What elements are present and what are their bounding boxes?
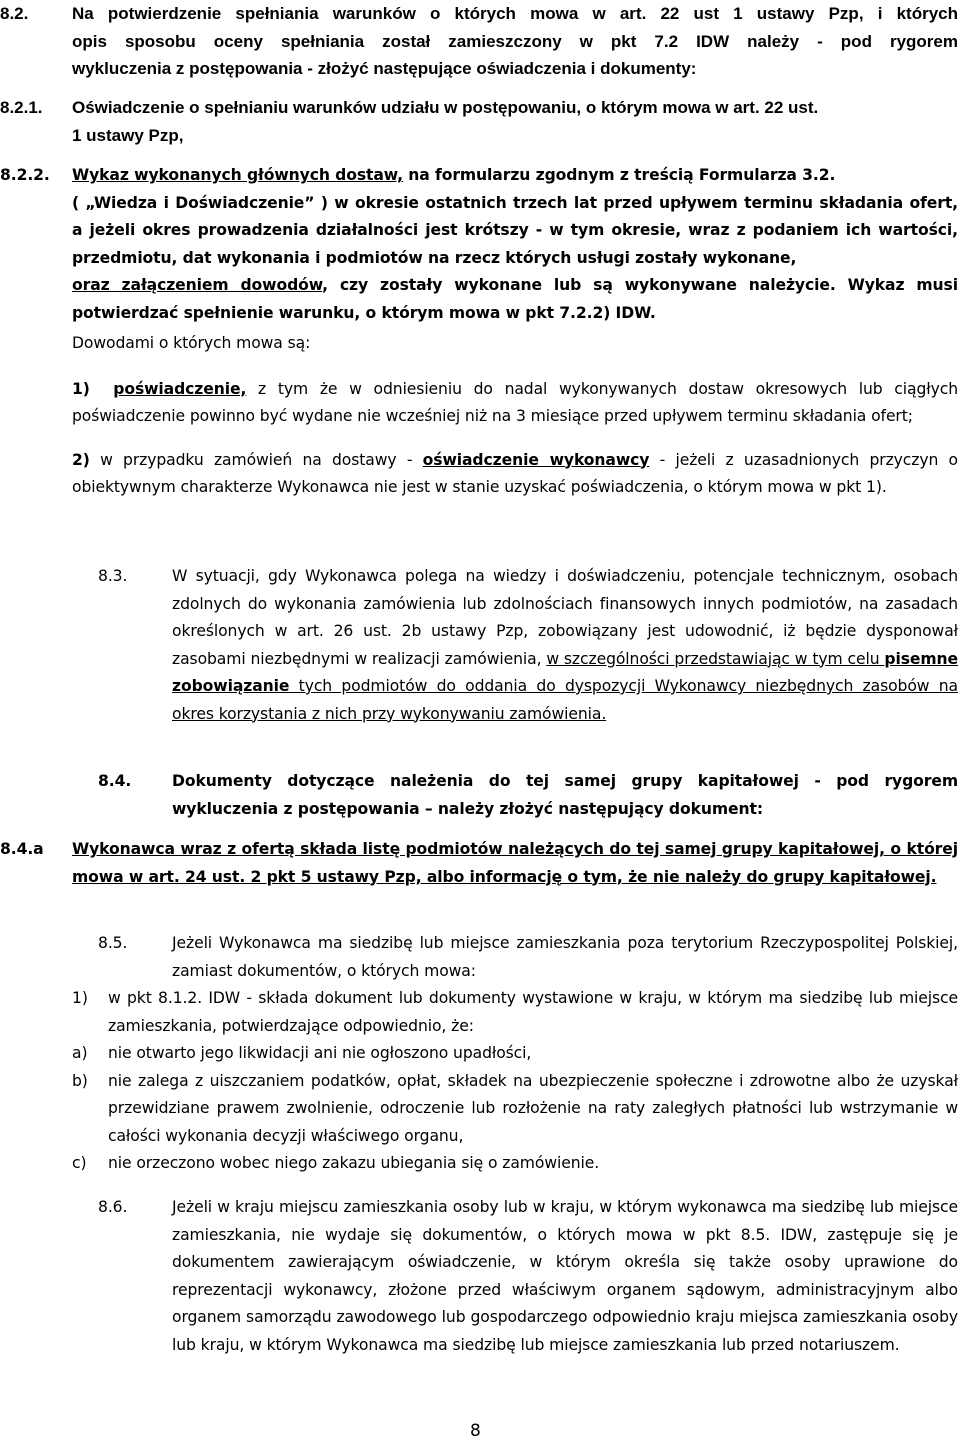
section-8-2-1 [0,94,960,149]
section-8-3 [98,563,958,728]
section-8-2 [0,0,960,83]
section-number: 8.4. [98,772,132,790]
section-text-line: 1 ustawy Pzp, [72,125,184,145]
section-paragraph [172,563,958,728]
section-number: 8.6. [98,1198,128,1216]
evidence-item [72,376,958,431]
item-number: b) [72,1071,88,1090]
section-8-2-2 [0,162,960,327]
item-text: w przypadku zamówień na dostawy - [89,450,423,469]
section-number: 8.2.1. [0,98,43,117]
section-number: 8.2.2. [0,166,50,184]
section-title-underlined: Wykaz wykonanych głównych dostaw, [72,166,403,184]
item-text: - jeżeli z uzasadnionych przyczyn o obiektywnym charakterze Wykonawca nie jest w stanie uzyskać poświadczenia, o którym mowa w pkt 1). [72,450,958,496]
section-paragraph: Dokumenty dotyczące należenia do tej samej grupy kapitałowej - pod rygorem wykluczenia z postępowania – należy złożyć następujący dokument: [172,772,958,818]
evidence-intro: Dowodami o których mowa są: [72,334,311,352]
section-text-line: Oświadczenie o spełnianiu warunków udziału w postępowaniu, o którym mowa w art. 22 ust. [72,98,819,117]
section-number: 8.2. [0,4,29,23]
item-number: 1) [72,989,88,1007]
section-8-5-list [72,985,958,1178]
item-number: 1) [72,379,90,398]
paragraph-rest: , czy zostały wykonane lub są wykonywane należycie. Wykaz musi potwierdzać spełnienie warunku, o którym mowa w pkt 7.2.2) IDW. [72,276,958,322]
underlined-phrase: w szczególności przedstawiając w tym celu [546,649,885,668]
item-text: z tym że w odniesieniu do nadal wykonywanych dostaw okresowych lub ciągłych poświadczenie powinno być wydane nie wcześniej niż na 3 miesiące przed upływem terminu składania ofert; [72,379,958,425]
underlined-phrase: tych podmiotów do oddania do dyspozycji Wykonawcy niezbędnych zasobów na okres korzystania z nich przy wykonywaniu zamówienia. [172,677,958,723]
section-paragraph [72,272,958,327]
section-paragraph: ( „Wiedza i Doświadczenie” ) w okresie ostatnich trzech lat przed upływem terminu składania ofert, a jeżeli okres prowadzenia działalności jest krótszy - w tym okresie, wraz z podaniem ich wartości, przedmiotu, dat wykonania i podmiotów na rzecz których usługi zostały wykonane, [72,193,958,267]
evidence-block [72,330,958,502]
section-number: 8.3. [98,567,128,585]
underlined-phrase: poświadczenie, [113,379,247,398]
section-8-5 [98,930,958,985]
paragraph-text: W sytuacji, gdy Wykonawca polega na wiedzy i doświadczeniu, potencjale technicznym, osobach zdolnych do wykonania zamówienia lub zdolnościach finansowych innych podmiotów, na zasadach określonych w art. 26 ust. 2b ustawy Pzp, zobowiązany jest udowodnić, iż będzie dysponował zasobami niezbędnymi w realizacji zamówienia, [172,567,958,668]
underlined-phrase: oświadczenie wykonawcy [422,450,650,469]
section-title-rest: na formularzu zgodnym z treścią Formularza 3.2. [402,166,836,184]
item-number: c) [72,1154,87,1172]
section-8-6 [98,1194,958,1359]
section-paragraph: Jeżeli w kraju miejscu zamieszkania osoby lub w kraju, w którym wykonawca ma siedzibę lub miejsce zamieszkania, nie wydaje się dokumentów, o których mowa w pkt 8.5. IDW, zastępuje się je dokumentem zawierającym oświadczenie, w którym określa się także osoby uprawione do reprezentacji wykonawcy, złożone przed właściwym organem sądowym, administracyjnym albo organem samorządu zawodowego lub gospodarczego odpowiednio kraju miejsca zamieszkania osoby lub kraju, w którym Wykonawca ma siedzibę lub miejsce zamieszkania lub przed notariuszem. [172,1198,958,1354]
evidence-item [72,447,958,502]
section-text-line: opis sposobu oceny spełniania został zamieszczony w pkt 7.2 IDW należy - pod rygorem [72,31,958,51]
list-item: nie orzeczono wobec niego zakazu ubiegania się o zamówienie. [108,1154,600,1172]
list-item: nie zalega z uiszczaniem podatków, opłat, składek na ubezpieczenie społeczne i zdrowotne albo że uzyskał przewidziane prawem zwolnienie, odroczenie lub rozłożenie na raty zaległych płatności lub wstrzymanie w całości wykonania decyzji właściwego organu, [108,1071,958,1145]
list-item: nie otwarto jego likwidacji ani nie ogłoszono upadłości, [108,1044,532,1062]
section-text-line: Na potwierdzenie spełniania warunków o których mowa w art. 22 ust 1 ustawy Pzp, i których [72,4,958,23]
section-paragraph: Jeżeli Wykonawca ma siedzibę lub miejsce zamieszkania poza terytorium Rzeczypospolitej Polskiej, zamiast dokumentów, o których mowa: [172,934,958,980]
list-item: w pkt 8.1.2. IDW - składa dokument lub dokumenty wystawione w kraju, w którym ma siedzibę lub miejsce zamieszkania, potwierdzające odpowiednio, że: [108,989,958,1035]
section-number: 8.4.a [0,840,44,858]
item-number: 2) [72,450,90,469]
bold-underlined-phrase: pisemne zobowiązanie [172,649,958,695]
section-text-line: wykluczenia z postępowania - złożyć następujące oświadczenia i dokumenty: [72,59,697,78]
section-title [72,162,958,190]
underlined-phrase: oraz załączeniem dowodów [72,276,323,294]
section-8-4-a [0,836,960,891]
item-number: a) [72,1044,88,1062]
page-number: 8 [470,1421,481,1441]
section-8-4 [98,768,958,823]
section-number: 8.5. [98,934,128,952]
section-paragraph: Wykonawca wraz z ofertą składa listę podmiotów należących do tej samej grupy kapitałowej, o której mowa w art. 24 ust. 2 pkt 5 ustawy Pzp, albo informację o tym, że nie należy do grupy kapitałowej. [72,840,958,886]
